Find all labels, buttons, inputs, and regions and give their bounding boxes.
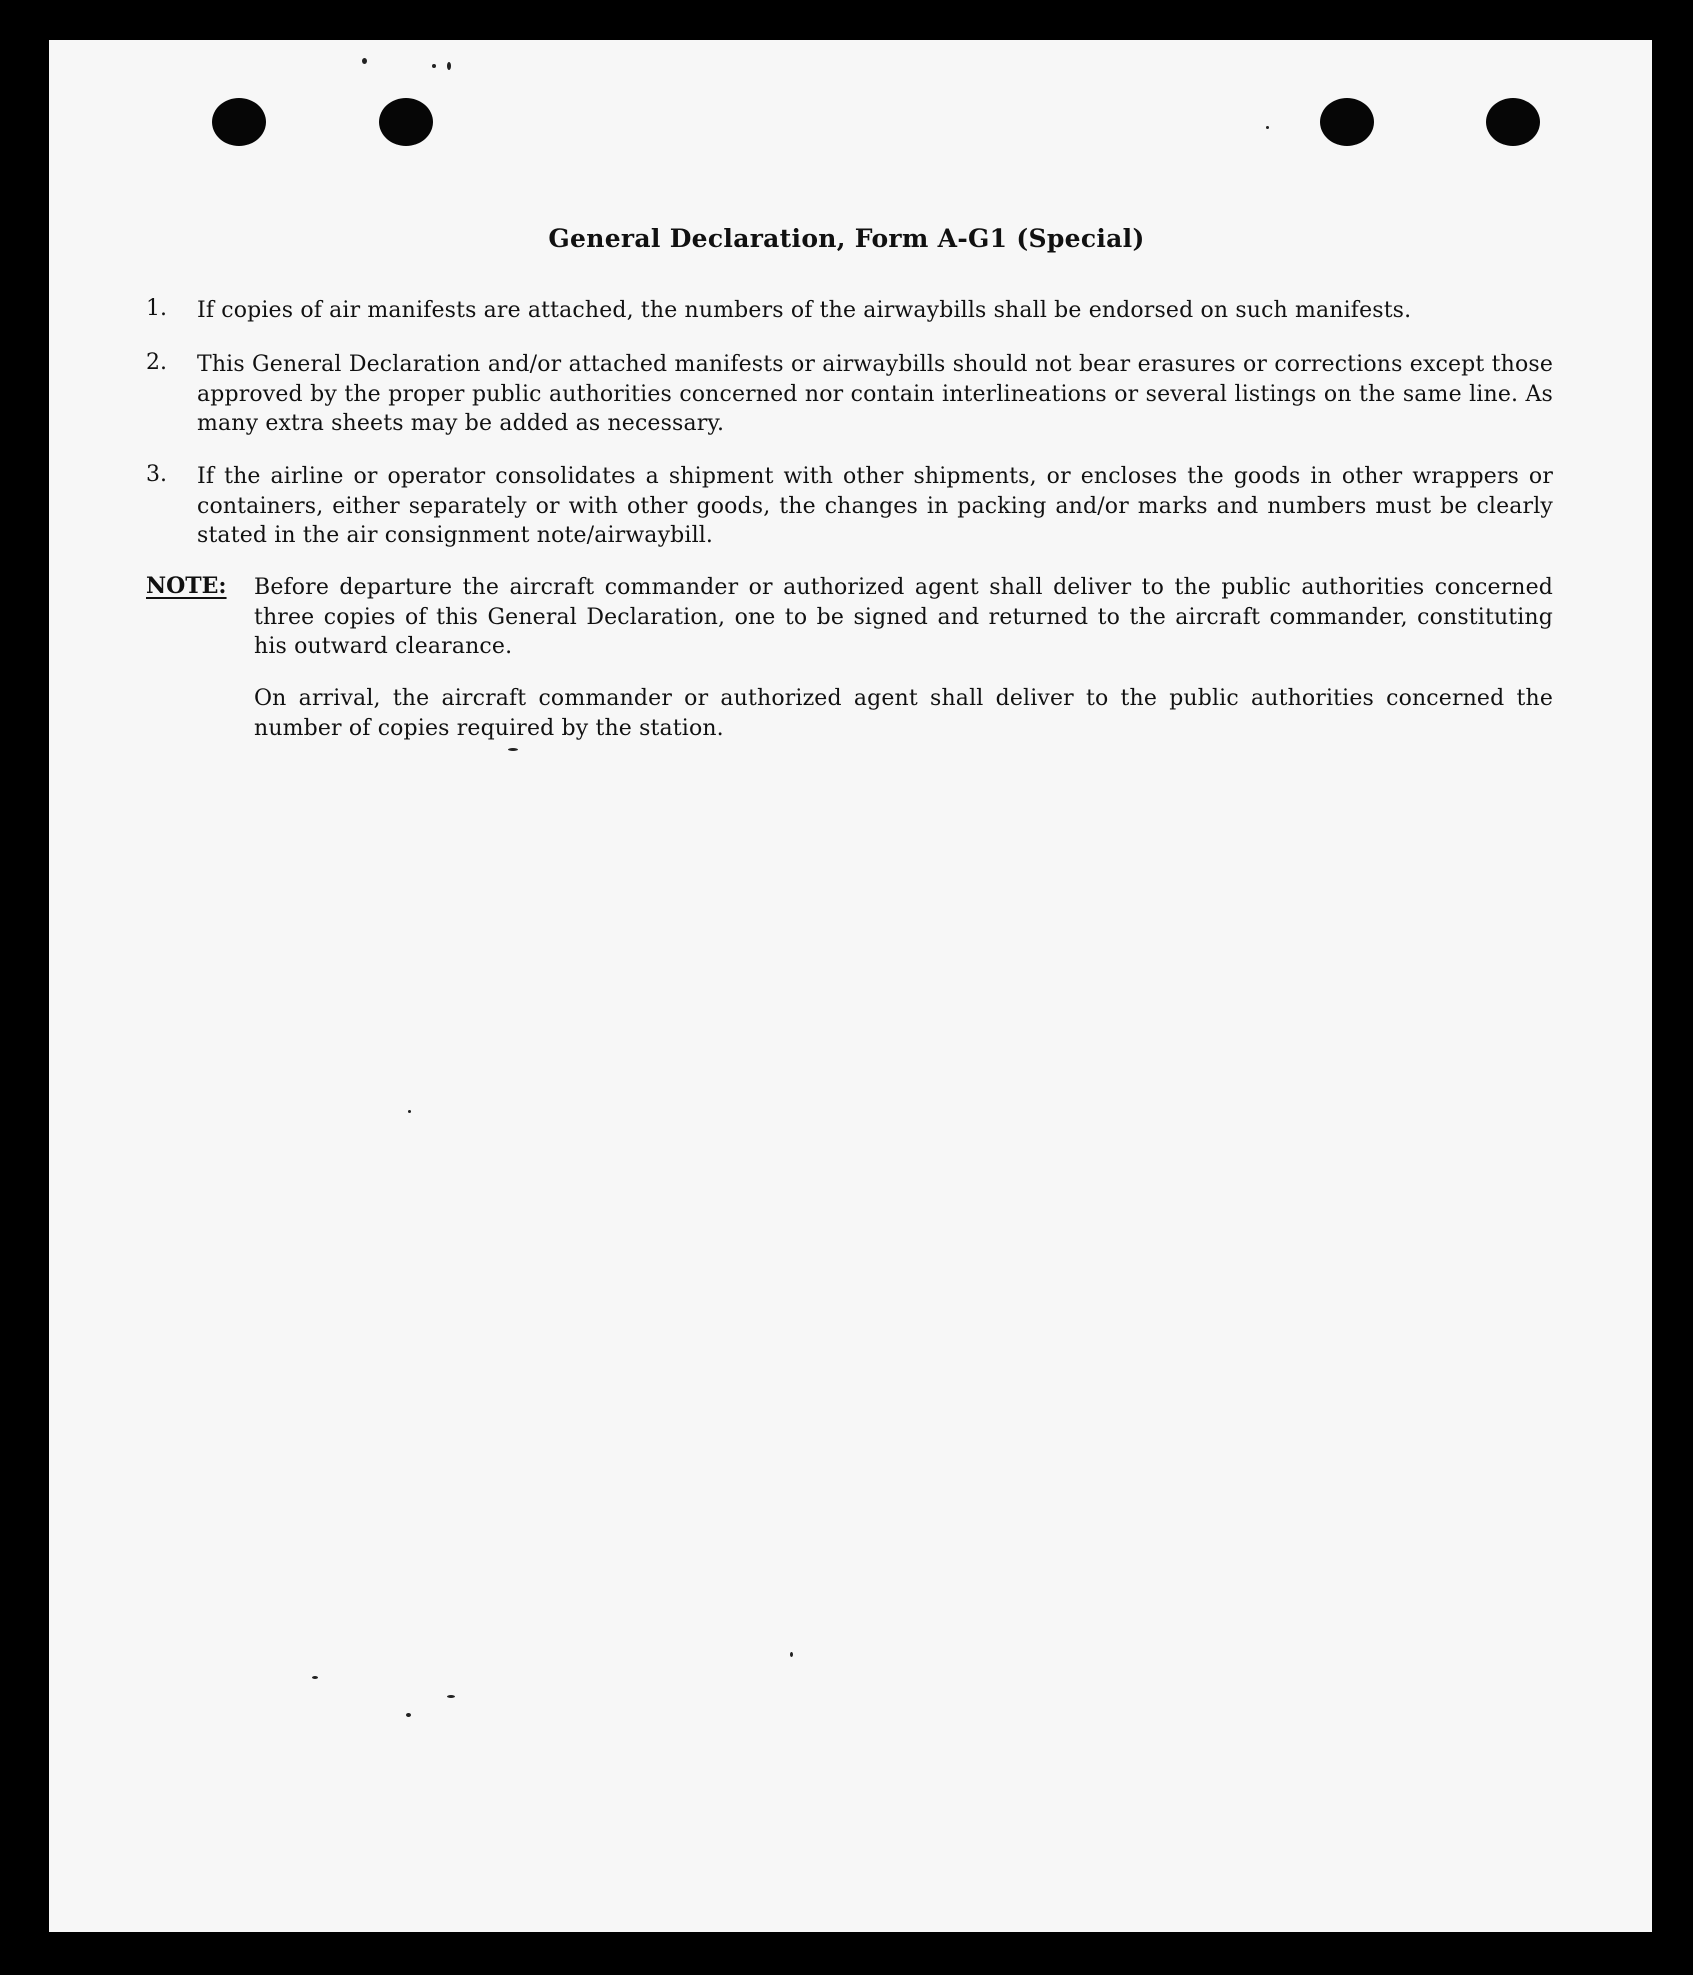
item-text-1: If copies of air manifests are attached, the numbers of the airwaybills shall be endorsed on such manifests.: [197, 298, 1412, 323]
document-title: General Declaration, Form A-G1 (Special): [548, 224, 1145, 253]
note-paragraph-1: Before departure the aircraft commander or authorized agent shall deliver to the public authorities concerned three copies of this General Declaration, one to be signed and returned to the aircraft commander, constituting his outward clearance.: [254, 575, 1553, 659]
item-number-3: 3.: [146, 462, 167, 487]
scan-speck: [362, 58, 367, 64]
item-text-3: If the airline or operator consolidates a shipment with other shipments, or encloses the goods in other wrappers or containers, either separately or with other goods, the changes in packing and/or marks and numbers must be clearly stated in the air consignment note/airwaybill.: [197, 464, 1553, 548]
scan-speck: [447, 1695, 455, 1698]
scan-speck: [408, 1110, 411, 1113]
scan-speck: [312, 1676, 318, 1679]
punch-hole-3: [1320, 98, 1374, 146]
scan-speck: [1266, 126, 1269, 129]
punch-hole-4: [1486, 98, 1540, 146]
item-number-2: 2.: [146, 350, 167, 375]
scan-speck: [508, 748, 518, 751]
note-paragraph-2: On arrival, the aircraft commander or authorized agent shall deliver to the public authorities concerned the number of copies required by the station.: [254, 686, 1553, 741]
item-text-2: This General Declaration and/or attached manifests or airwaybills should not bear erasures or corrections except those approved by the proper public authorities concerned nor contain interlineations or several listings on the same line. As many extra sheets may be added as necessary.: [197, 352, 1553, 436]
scan-speck: [406, 1713, 411, 1717]
scan-speck: [447, 62, 451, 70]
punch-hole-1: [212, 98, 266, 146]
note-label: NOTE:: [146, 573, 227, 599]
punch-hole-2: [379, 98, 433, 146]
item-number-1: 1.: [146, 296, 167, 321]
scan-speck: [790, 1652, 793, 1657]
scan-speck: [432, 64, 436, 68]
